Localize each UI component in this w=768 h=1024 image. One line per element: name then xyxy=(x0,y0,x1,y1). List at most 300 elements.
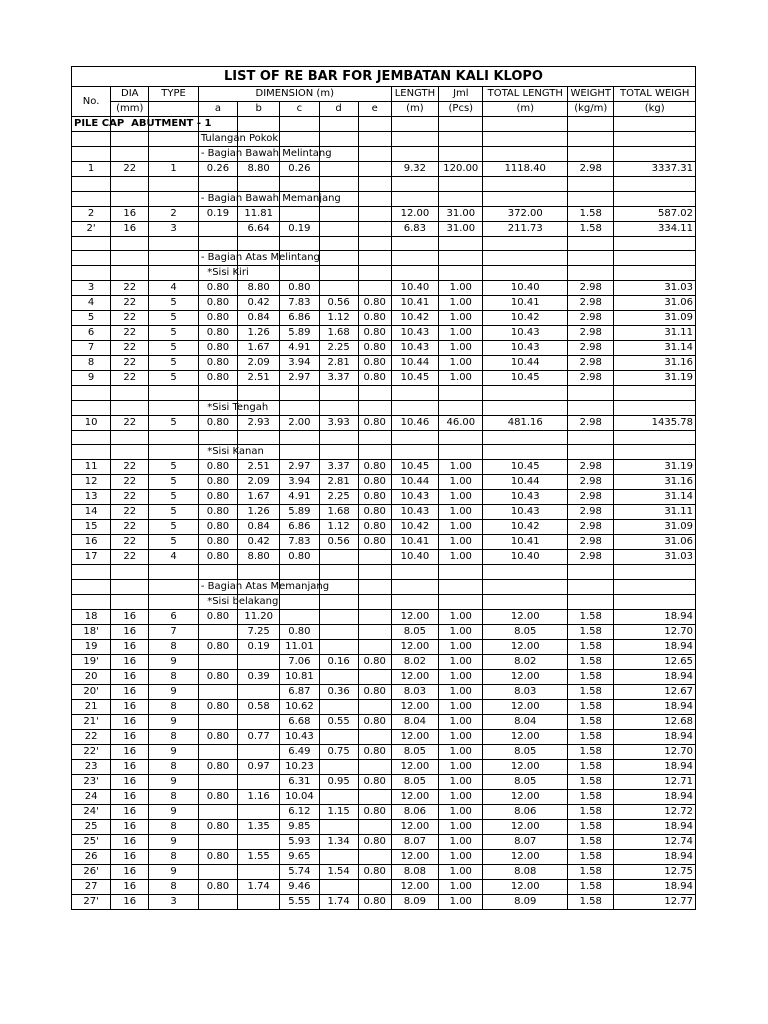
cell-empty xyxy=(319,236,358,251)
cell-dim-e xyxy=(358,206,391,221)
cell-type: 8 xyxy=(149,639,199,654)
cell-dim-e xyxy=(358,849,391,864)
cell-empty xyxy=(358,579,391,594)
cell-empty xyxy=(111,236,149,251)
cell-dim-b: 1.55 xyxy=(238,849,280,864)
cell-dia: 22 xyxy=(111,505,149,520)
cell-empty xyxy=(72,579,111,594)
cell-dim-a: 0.80 xyxy=(198,849,237,864)
cell-jml: 1.00 xyxy=(439,714,483,729)
cell-dia: 16 xyxy=(111,819,149,834)
cell-jml: 1.00 xyxy=(439,624,483,639)
cell-jml: 1.00 xyxy=(439,311,483,326)
cell-empty xyxy=(72,132,111,147)
cell-type: 7 xyxy=(149,624,199,639)
cell-total-length: 372.00 xyxy=(483,206,568,221)
cell-empty xyxy=(280,117,319,132)
section-label-text: *Sisi belakang xyxy=(200,595,279,607)
cell-dia: 22 xyxy=(111,341,149,356)
cell-empty xyxy=(614,430,696,445)
cell-type: 5 xyxy=(149,415,199,430)
cell-total-weight: 12.68 xyxy=(614,714,696,729)
table-row xyxy=(72,296,696,311)
cell-dim-a: 0.80 xyxy=(198,669,237,684)
cell-total-weight: 31.06 xyxy=(614,296,696,311)
cell-no: 24 xyxy=(72,789,111,804)
cell-empty xyxy=(568,236,614,251)
cell-dim-d: 0.75 xyxy=(319,744,358,759)
cell-jml: 1.00 xyxy=(439,804,483,819)
cell-dim-b xyxy=(238,684,280,699)
cell-total-weight: 18.94 xyxy=(614,669,696,684)
cell-no: 22 xyxy=(72,729,111,744)
cell-empty xyxy=(238,177,280,192)
cell-total-length: 481.16 xyxy=(483,415,568,430)
section-label xyxy=(72,117,212,132)
cell-length: 10.43 xyxy=(391,341,438,356)
cell-weight: 2.98 xyxy=(568,162,614,177)
cell-empty xyxy=(319,430,358,445)
cell-empty xyxy=(149,386,199,401)
cell-dim-c: 2.97 xyxy=(280,460,319,475)
cell-dim-a: 0.80 xyxy=(198,311,237,326)
cell-dim-b: 2.93 xyxy=(238,415,280,430)
cell-dim-c: 10.43 xyxy=(280,729,319,744)
cell-dim-d xyxy=(319,879,358,894)
section-label-text: - Bagian Atas Memanjang xyxy=(200,580,330,592)
cell-no: 1 xyxy=(72,162,111,177)
cell-total-length: 10.40 xyxy=(483,550,568,565)
cell-dim-a: 0.80 xyxy=(198,281,237,296)
cell-empty xyxy=(198,236,237,251)
cell-no: 14 xyxy=(72,505,111,520)
cell-length: 12.00 xyxy=(391,849,438,864)
section-label-text: - Bagian Bawah Memanjang xyxy=(200,192,341,204)
cell-empty xyxy=(358,177,391,192)
cell-dim-a xyxy=(198,714,237,729)
cell-dim-b: 8.80 xyxy=(238,550,280,565)
cell-dim-a: 0.80 xyxy=(198,639,237,654)
cell-total-length: 12.00 xyxy=(483,639,568,654)
cell-empty xyxy=(483,386,568,401)
cell-length: 10.42 xyxy=(391,520,438,535)
table-row xyxy=(72,535,696,550)
header-length: LENGTH xyxy=(391,87,438,102)
cell-no: 22' xyxy=(72,744,111,759)
table-row xyxy=(72,550,696,565)
cell-total-length: 12.00 xyxy=(483,819,568,834)
cell-empty xyxy=(72,594,111,609)
cell-length: 12.00 xyxy=(391,819,438,834)
cell-dim-b: 1.67 xyxy=(238,341,280,356)
cell-type: 5 xyxy=(149,341,199,356)
page-title: LIST OF RE BAR FOR JEMBATAN KALI KLOPO xyxy=(72,67,696,87)
cell-length: 10.43 xyxy=(391,326,438,341)
cell-type: 9 xyxy=(149,744,199,759)
cell-length: 8.06 xyxy=(391,804,438,819)
table-row xyxy=(72,639,696,654)
cell-weight: 1.58 xyxy=(568,654,614,669)
cell-dia: 16 xyxy=(111,879,149,894)
cell-weight: 1.58 xyxy=(568,684,614,699)
cell-dim-b: 0.39 xyxy=(238,669,280,684)
cell-dim-d xyxy=(319,669,358,684)
cell-length: 12.00 xyxy=(391,879,438,894)
cell-dim-d: 2.81 xyxy=(319,475,358,490)
cell-total-weight: 31.06 xyxy=(614,535,696,550)
cell-dim-c: 6.12 xyxy=(280,804,319,819)
cell-total-length: 12.00 xyxy=(483,729,568,744)
cell-weight: 2.98 xyxy=(568,460,614,475)
cell-empty xyxy=(614,266,696,281)
cell-empty xyxy=(319,386,358,401)
cell-length: 8.07 xyxy=(391,834,438,849)
cell-total-weight: 31.19 xyxy=(614,460,696,475)
cell-dim-e: 0.80 xyxy=(358,505,391,520)
cell-dim-e: 0.80 xyxy=(358,744,391,759)
cell-total-length: 8.05 xyxy=(483,774,568,789)
cell-dim-d xyxy=(319,206,358,221)
cell-weight: 2.98 xyxy=(568,341,614,356)
cell-dim-d: 1.12 xyxy=(319,520,358,535)
cell-no: 20 xyxy=(72,669,111,684)
cell-jml: 1.00 xyxy=(439,879,483,894)
cell-total-weight: 18.94 xyxy=(614,849,696,864)
cell-length: 10.43 xyxy=(391,505,438,520)
table-row xyxy=(72,789,696,804)
cell-length: 8.09 xyxy=(391,894,438,909)
cell-dim-a: 0.80 xyxy=(198,879,237,894)
cell-dim-b xyxy=(238,894,280,909)
cell-dim-d: 2.25 xyxy=(319,490,358,505)
cell-empty xyxy=(483,400,568,415)
cell-dia: 16 xyxy=(111,714,149,729)
header-dim-e: e xyxy=(358,102,391,117)
cell-total-length: 10.41 xyxy=(483,535,568,550)
cell-dim-b xyxy=(238,804,280,819)
cell-dia: 22 xyxy=(111,460,149,475)
table-row xyxy=(72,341,696,356)
cell-dim-e: 0.80 xyxy=(358,341,391,356)
cell-weight: 1.58 xyxy=(568,221,614,236)
cell-dim-e xyxy=(358,789,391,804)
cell-empty xyxy=(111,177,149,192)
table-row xyxy=(72,654,696,669)
cell-no: 4 xyxy=(72,296,111,311)
cell-dim-b: 6.64 xyxy=(238,221,280,236)
cell-dim-a: 0.80 xyxy=(198,296,237,311)
section-label xyxy=(198,445,264,460)
cell-dia: 16 xyxy=(111,206,149,221)
cell-no: 9 xyxy=(72,371,111,386)
cell-dim-c: 4.91 xyxy=(280,490,319,505)
section-label-row xyxy=(72,445,696,460)
cell-jml: 31.00 xyxy=(439,206,483,221)
cell-length: 10.46 xyxy=(391,415,438,430)
cell-jml: 1.00 xyxy=(439,341,483,356)
cell-total-weight: 31.11 xyxy=(614,505,696,520)
cell-empty xyxy=(483,191,568,206)
cell-jml: 1.00 xyxy=(439,774,483,789)
section-label-text: Tulangan Pokok xyxy=(200,133,279,144)
cell-dim-d: 3.37 xyxy=(319,460,358,475)
cell-empty xyxy=(238,117,280,132)
cell-empty xyxy=(614,251,696,266)
cell-total-length: 10.41 xyxy=(483,296,568,311)
cell-total-length: 12.00 xyxy=(483,669,568,684)
cell-type: 9 xyxy=(149,834,199,849)
header-length-unit: (m) xyxy=(391,102,438,117)
cell-empty xyxy=(149,266,199,281)
cell-dim-a xyxy=(198,684,237,699)
table-row xyxy=(72,864,696,879)
cell-empty xyxy=(439,579,483,594)
cell-type: 3 xyxy=(149,221,199,236)
section-label xyxy=(198,400,269,415)
section-label-row xyxy=(72,400,696,415)
cell-type: 8 xyxy=(149,789,199,804)
cell-jml: 1.00 xyxy=(439,326,483,341)
cell-dim-c: 6.31 xyxy=(280,774,319,789)
cell-total-length: 8.05 xyxy=(483,744,568,759)
table-row xyxy=(72,221,696,236)
cell-no: 23' xyxy=(72,774,111,789)
cell-empty xyxy=(568,251,614,266)
cell-jml: 1.00 xyxy=(439,849,483,864)
cell-empty xyxy=(483,117,568,132)
cell-dim-b xyxy=(238,834,280,849)
cell-dia: 16 xyxy=(111,624,149,639)
cell-dim-e xyxy=(358,879,391,894)
cell-dim-b: 0.84 xyxy=(238,520,280,535)
cell-empty xyxy=(72,251,111,266)
cell-dia: 16 xyxy=(111,834,149,849)
cell-no: 15 xyxy=(72,520,111,535)
cell-dim-b: 1.26 xyxy=(238,326,280,341)
cell-length: 10.40 xyxy=(391,550,438,565)
cell-total-weight: 12.70 xyxy=(614,744,696,759)
section-label-row xyxy=(72,266,696,281)
cell-weight: 1.58 xyxy=(568,639,614,654)
cell-jml: 1.00 xyxy=(439,490,483,505)
cell-jml: 31.00 xyxy=(439,221,483,236)
cell-dim-a: 0.80 xyxy=(198,341,237,356)
cell-empty xyxy=(568,177,614,192)
cell-empty xyxy=(238,386,280,401)
cell-jml: 1.00 xyxy=(439,669,483,684)
cell-jml: 1.00 xyxy=(439,699,483,714)
cell-length: 8.04 xyxy=(391,714,438,729)
header-total-length: TOTAL LENGTH xyxy=(483,87,568,102)
cell-dim-a xyxy=(198,894,237,909)
cell-empty xyxy=(280,266,319,281)
cell-dim-b: 7.25 xyxy=(238,624,280,639)
cell-dim-a: 0.80 xyxy=(198,759,237,774)
table-row xyxy=(72,311,696,326)
cell-dia: 22 xyxy=(111,535,149,550)
cell-dia: 16 xyxy=(111,849,149,864)
cell-empty xyxy=(149,191,199,206)
cell-dim-a: 0.80 xyxy=(198,356,237,371)
cell-dim-e xyxy=(358,624,391,639)
cell-weight: 1.58 xyxy=(568,789,614,804)
cell-length: 8.05 xyxy=(391,744,438,759)
cell-total-length: 12.00 xyxy=(483,609,568,624)
cell-empty xyxy=(439,117,483,132)
cell-empty xyxy=(568,430,614,445)
cell-dim-c: 0.80 xyxy=(280,550,319,565)
cell-dim-b: 0.77 xyxy=(238,729,280,744)
cell-total-length: 10.40 xyxy=(483,281,568,296)
cell-dim-c: 3.94 xyxy=(280,356,319,371)
cell-total-length: 12.00 xyxy=(483,879,568,894)
cell-jml: 1.00 xyxy=(439,864,483,879)
cell-jml: 120.00 xyxy=(439,162,483,177)
cell-dim-d xyxy=(319,819,358,834)
cell-dim-e xyxy=(358,221,391,236)
cell-dim-e: 0.80 xyxy=(358,894,391,909)
cell-weight: 2.98 xyxy=(568,415,614,430)
header-weight-unit: (kg/m) xyxy=(568,102,614,117)
cell-dia: 16 xyxy=(111,609,149,624)
cell-no: 20' xyxy=(72,684,111,699)
cell-weight: 2.98 xyxy=(568,371,614,386)
cell-dim-c: 5.89 xyxy=(280,505,319,520)
cell-empty xyxy=(358,430,391,445)
cell-length: 8.03 xyxy=(391,684,438,699)
table-row xyxy=(72,162,696,177)
cell-dim-b: 1.16 xyxy=(238,789,280,804)
cell-dia: 22 xyxy=(111,520,149,535)
cell-jml: 1.00 xyxy=(439,281,483,296)
cell-dim-a xyxy=(198,221,237,236)
cell-dia: 22 xyxy=(111,415,149,430)
cell-total-length: 8.02 xyxy=(483,654,568,669)
table-row xyxy=(72,505,696,520)
cell-dim-b: 0.19 xyxy=(238,639,280,654)
cell-total-weight: 1435.78 xyxy=(614,415,696,430)
cell-jml: 1.00 xyxy=(439,654,483,669)
cell-no: 8 xyxy=(72,356,111,371)
cell-jml: 1.00 xyxy=(439,460,483,475)
cell-total-length: 10.45 xyxy=(483,371,568,386)
cell-jml: 1.00 xyxy=(439,520,483,535)
cell-empty xyxy=(111,400,149,415)
cell-dim-e xyxy=(358,639,391,654)
header-dia-unit: (mm) xyxy=(111,102,149,117)
cell-length: 12.00 xyxy=(391,669,438,684)
cell-empty xyxy=(319,594,358,609)
cell-dia: 16 xyxy=(111,684,149,699)
cell-empty xyxy=(111,445,149,460)
cell-type: 9 xyxy=(149,804,199,819)
cell-weight: 1.58 xyxy=(568,699,614,714)
cell-dim-d: 0.55 xyxy=(319,714,358,729)
cell-dim-c: 5.93 xyxy=(280,834,319,849)
cell-dim-c: 0.19 xyxy=(280,221,319,236)
section-label xyxy=(198,579,330,594)
cell-weight: 2.98 xyxy=(568,535,614,550)
cell-empty xyxy=(111,386,149,401)
cell-dim-d: 1.15 xyxy=(319,804,358,819)
cell-dim-c: 7.06 xyxy=(280,654,319,669)
cell-type: 8 xyxy=(149,729,199,744)
cell-dim-a: 0.80 xyxy=(198,535,237,550)
cell-total-weight: 18.94 xyxy=(614,609,696,624)
cell-no: 27 xyxy=(72,879,111,894)
cell-dim-b: 2.51 xyxy=(238,371,280,386)
cell-jml: 1.00 xyxy=(439,550,483,565)
cell-empty xyxy=(319,445,358,460)
cell-empty xyxy=(280,177,319,192)
cell-type: 8 xyxy=(149,699,199,714)
cell-dim-d xyxy=(319,624,358,639)
cell-empty xyxy=(111,147,149,162)
cell-empty xyxy=(280,594,319,609)
cell-empty xyxy=(72,236,111,251)
cell-dim-a: 0.80 xyxy=(198,699,237,714)
cell-total-length: 10.45 xyxy=(483,460,568,475)
table-row xyxy=(72,804,696,819)
cell-empty xyxy=(568,594,614,609)
cell-total-length: 10.44 xyxy=(483,475,568,490)
cell-weight: 1.58 xyxy=(568,206,614,221)
cell-empty xyxy=(358,132,391,147)
cell-empty xyxy=(391,430,438,445)
cell-dim-a: 0.80 xyxy=(198,729,237,744)
cell-total-weight: 18.94 xyxy=(614,879,696,894)
table-row xyxy=(72,774,696,789)
cell-empty xyxy=(72,565,111,580)
cell-dim-e: 0.80 xyxy=(358,654,391,669)
cell-dim-b: 2.09 xyxy=(238,356,280,371)
cell-empty xyxy=(568,147,614,162)
cell-empty xyxy=(72,430,111,445)
cell-no: 3 xyxy=(72,281,111,296)
header-dim-b: b xyxy=(238,102,280,117)
cell-total-weight: 31.14 xyxy=(614,490,696,505)
cell-no: 12 xyxy=(72,475,111,490)
cell-total-weight: 31.14 xyxy=(614,341,696,356)
cell-dim-e: 0.80 xyxy=(358,415,391,430)
cell-dim-a: 0.80 xyxy=(198,371,237,386)
cell-type: 9 xyxy=(149,714,199,729)
cell-dim-a: 0.80 xyxy=(198,520,237,535)
cell-dim-a: 0.80 xyxy=(198,505,237,520)
cell-length: 10.44 xyxy=(391,356,438,371)
cell-type: 4 xyxy=(149,281,199,296)
cell-dim-e: 0.80 xyxy=(358,535,391,550)
cell-empty xyxy=(568,400,614,415)
cell-dim-d xyxy=(319,759,358,774)
cell-empty xyxy=(483,266,568,281)
cell-dim-b: 0.84 xyxy=(238,311,280,326)
cell-empty xyxy=(439,565,483,580)
cell-weight: 1.58 xyxy=(568,834,614,849)
cell-dim-d: 1.74 xyxy=(319,894,358,909)
cell-empty xyxy=(614,177,696,192)
cell-dim-d: 3.37 xyxy=(319,371,358,386)
cell-dim-b: 0.97 xyxy=(238,759,280,774)
cell-length: 8.08 xyxy=(391,864,438,879)
cell-jml: 1.00 xyxy=(439,834,483,849)
cell-weight: 1.58 xyxy=(568,624,614,639)
cell-dim-c: 0.80 xyxy=(280,281,319,296)
cell-dim-e: 0.80 xyxy=(358,475,391,490)
cell-dim-d xyxy=(319,221,358,236)
cell-empty xyxy=(358,251,391,266)
cell-dim-a: 0.80 xyxy=(198,490,237,505)
